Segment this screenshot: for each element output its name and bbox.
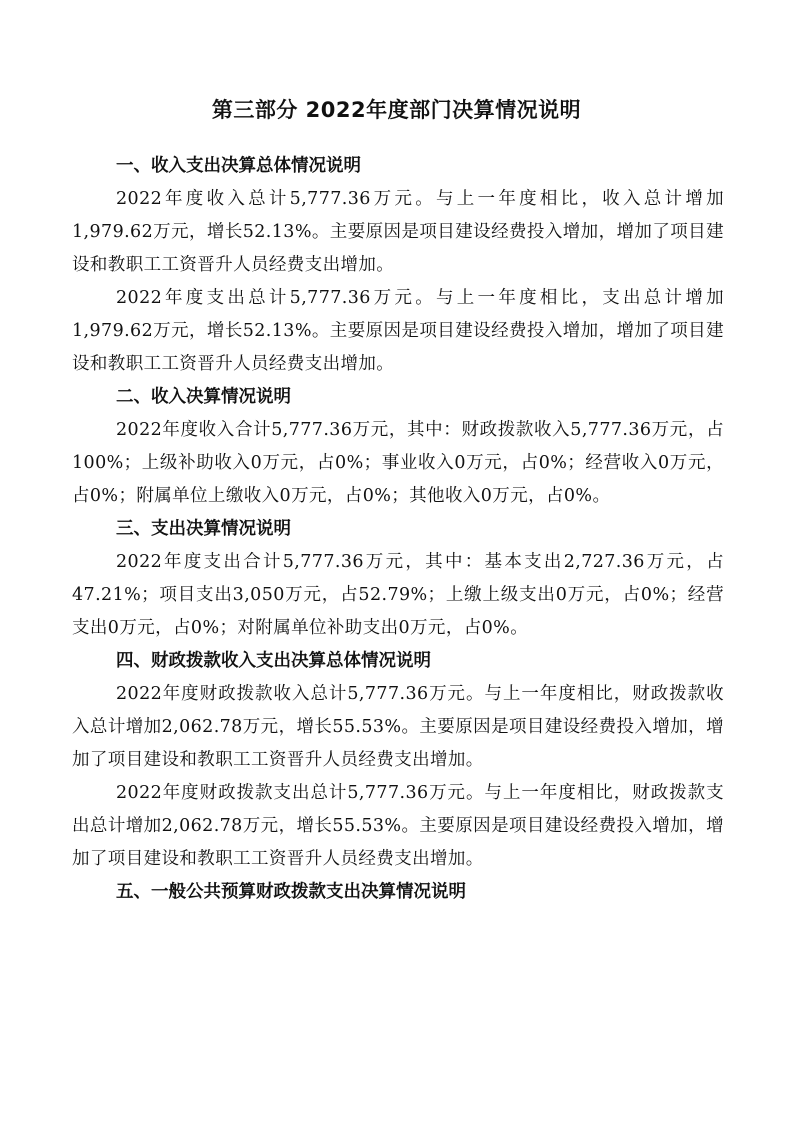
section-heading: 五、一般公共预算财政拨款支出决算情况说明 — [116, 882, 466, 902]
section-heading: 三、支出决算情况说明 — [116, 519, 291, 539]
paragraph: 2022年度收入总计5,777.36万元。与上一年度相比，收入总计增加1,979.62万元，增长52.13%。主要原因是项目建设经费投入增加，增加了项目建设和教职工工资晋升人员经费支出增加。 — [72, 189, 724, 275]
paragraph: 2022年度支出合计5,777.36万元，其中：基本支出2,727.36万元，占47.21%；项目支出3,050万元，占52.79%；上缴上级支出0万元，占0%；经营支出0万元，占0%；对附属单位补助支出0万元，占0%。 — [72, 552, 724, 638]
section-heading: 四、财政拨款收入支出决算总体情况说明 — [116, 651, 431, 671]
section-income — [72, 381, 724, 513]
section-general-public-budget — [72, 876, 724, 909]
paragraph: 2022年度财政拨款收入总计5,777.36万元。与上一年度相比，财政拨款收入总计增加2,062.78万元，增长55.53%。主要原因是项目建设经费投入增加，增加了项目建设和教职工工资晋升人员经费支出增加。 — [72, 684, 724, 770]
section-heading: 二、收入决算情况说明 — [116, 387, 291, 407]
section-fiscal-appropriation — [72, 645, 724, 876]
section-heading: 一、收入支出决算总体情况说明 — [116, 156, 361, 176]
section-income-expense-overview — [72, 150, 724, 381]
paragraph: 2022年度收入合计5,777.36万元，其中：财政拨款收入5,777.36万元，占100%；上级补助收入0万元，占0%；事业收入0万元，占0%；经营收入0万元，占0%；附属单位上缴收入0万元，占0%；其他收入0万元，占0%。 — [72, 420, 724, 506]
paragraph: 2022年度支出总计5,777.36万元。与上一年度相比，支出总计增加1,979.62万元，增长52.13%。主要原因是项目建设经费投入增加，增加了项目建设和教职工工资晋升人员经费支出增加。 — [72, 288, 724, 374]
document-body — [72, 150, 724, 909]
page-title: 第三部分 2022年度部门决算情况说明 — [211, 98, 582, 122]
section-expense — [72, 513, 724, 645]
paragraph: 2022年度财政拨款支出总计5,777.36万元。与上一年度相比，财政拨款支出总计增加2,062.78万元，增长55.53%。主要原因是项目建设经费投入增加，增加了项目建设和教职工工资晋升人员经费支出增加。 — [72, 783, 724, 869]
